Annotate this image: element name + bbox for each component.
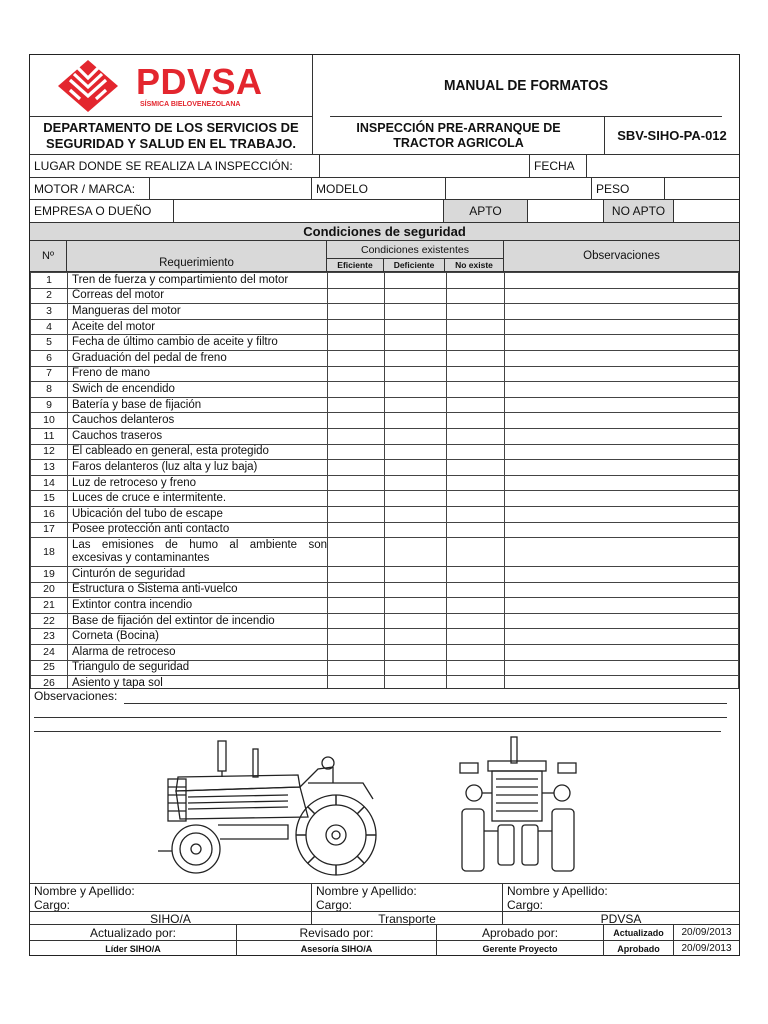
item-no-existe-cell[interactable] (447, 613, 505, 629)
signature-org-2: Transporte (312, 912, 503, 925)
item-observaciones-cell[interactable] (505, 506, 739, 522)
item-observaciones-cell[interactable] (505, 660, 739, 676)
item-no-existe-cell[interactable] (447, 660, 505, 676)
item-no-existe-cell[interactable] (447, 676, 505, 688)
item-observaciones-cell[interactable] (505, 273, 739, 289)
item-deficiente-cell[interactable] (385, 660, 447, 676)
item-no-existe-cell[interactable] (447, 335, 505, 351)
item-number: 24 (31, 645, 68, 661)
table-row (31, 475, 739, 491)
logo-cell (30, 55, 313, 117)
table-row (31, 538, 739, 567)
item-no-existe-cell[interactable] (447, 288, 505, 304)
item-deficiente-cell[interactable] (385, 382, 447, 398)
item-deficiente-cell[interactable] (385, 444, 447, 460)
item-number: 6 (31, 350, 68, 366)
item-no-existe-cell[interactable] (447, 350, 505, 366)
table-row (31, 273, 739, 289)
item-observaciones-cell[interactable] (505, 413, 739, 429)
item-deficiente-cell[interactable] (385, 397, 447, 413)
item-eficiente-cell[interactable] (328, 567, 385, 583)
item-number: 12 (31, 444, 68, 460)
item-requirement: Mangueras del motor (68, 304, 328, 320)
item-deficiente-cell[interactable] (385, 366, 447, 382)
item-deficiente-cell[interactable] (385, 613, 447, 629)
item-no-existe-cell[interactable] (447, 475, 505, 491)
item-deficiente-cell[interactable] (385, 335, 447, 351)
aprobado-por: Aprobado por: (437, 925, 604, 940)
signature-col-1[interactable] (30, 884, 312, 912)
inspection-title: INSPECCIÓN PRE-ARRANQUE DE TRACTOR AGRICOLA (313, 117, 605, 155)
table-row (31, 350, 739, 366)
item-eficiente-cell[interactable] (328, 350, 385, 366)
item-number: 8 (31, 382, 68, 398)
info-row-3 (30, 200, 739, 223)
signature-cargo-label-2: Cargo: (316, 898, 353, 912)
item-deficiente-cell[interactable] (385, 645, 447, 661)
item-deficiente-cell[interactable] (385, 319, 447, 335)
table-row (31, 629, 739, 645)
item-requirement: Fecha de último cambio de aceite y filtro (68, 335, 328, 351)
item-deficiente-cell[interactable] (385, 582, 447, 598)
date-actualizado: 20/09/2013 (681, 927, 732, 938)
signature-col-2[interactable] (312, 884, 503, 912)
col-no-existe-header: No existe (445, 259, 504, 272)
signature-name-label-2: Nombre y Apellido: (316, 884, 417, 898)
item-number: 3 (31, 304, 68, 320)
no-apto-field[interactable] (674, 200, 739, 222)
table-row (31, 660, 739, 676)
item-deficiente-cell[interactable] (385, 350, 447, 366)
item-eficiente-cell[interactable] (328, 645, 385, 661)
item-number: 22 (31, 613, 68, 629)
inspection-form (29, 54, 740, 956)
item-observaciones-cell[interactable] (505, 582, 739, 598)
item-observaciones-cell[interactable] (505, 475, 739, 491)
item-observaciones-cell[interactable] (505, 460, 739, 476)
table-row (31, 382, 739, 398)
item-requirement: Las emisiones de humo al ambiente son excesivas y contaminantes (68, 538, 328, 567)
item-deficiente-cell[interactable] (385, 288, 447, 304)
item-eficiente-cell[interactable] (328, 413, 385, 429)
signature-col-3[interactable] (503, 884, 739, 912)
item-no-existe-cell[interactable] (447, 598, 505, 614)
item-eficiente-cell[interactable] (328, 366, 385, 382)
tractor-side-view-icon (158, 739, 388, 879)
pdvsa-logo-icon (56, 58, 120, 114)
logo-subtext: SÍSMICA BIELOVENEZOLANA (140, 101, 241, 108)
item-observaciones-cell[interactable] (505, 350, 739, 366)
lugar-field[interactable] (320, 155, 530, 177)
table-row (31, 506, 739, 522)
item-requirement: Swich de encendido (68, 382, 328, 398)
table-row (31, 491, 739, 507)
table-row (31, 413, 739, 429)
item-no-existe-cell[interactable] (447, 366, 505, 382)
info-row-2 (30, 178, 739, 200)
item-observaciones-cell[interactable] (505, 444, 739, 460)
item-number: 13 (31, 460, 68, 476)
item-requirement: Correas del motor (68, 288, 328, 304)
asesoria-siho: Asesoría SIHO/A (237, 941, 437, 956)
aprobado-label: Aprobado (604, 941, 674, 956)
item-no-existe-cell[interactable] (447, 304, 505, 320)
item-requirement: Luz de retroceso y freno (68, 475, 328, 491)
item-deficiente-cell[interactable] (385, 538, 447, 567)
item-deficiente-cell[interactable] (385, 491, 447, 507)
no-apto-label: NO APTO (604, 200, 674, 222)
observations-area (30, 688, 739, 883)
item-no-existe-cell[interactable] (447, 444, 505, 460)
footer-row-2 (30, 941, 739, 956)
item-requirement: Estructura o Sistema anti-vuelco (68, 582, 328, 598)
item-observaciones-cell[interactable] (505, 304, 739, 320)
item-requirement: Triangulo de seguridad (68, 660, 328, 676)
item-deficiente-cell[interactable] (385, 676, 447, 688)
item-number: 7 (31, 366, 68, 382)
observations-line-1[interactable] (124, 703, 727, 704)
item-eficiente-cell[interactable] (328, 598, 385, 614)
item-eficiente-cell[interactable] (328, 491, 385, 507)
modelo-label: MODELO (312, 178, 446, 199)
lider-siho: Líder SIHO/A (30, 941, 237, 956)
item-no-existe-cell[interactable] (447, 582, 505, 598)
actualizado-label: Actualizado (604, 925, 674, 940)
conditions-title: Condiciones de seguridad (30, 223, 739, 241)
item-requirement: Asiento y tapa sol (68, 676, 328, 688)
item-requirement: Tren de fuerza y compartimiento del motor (68, 273, 328, 289)
item-observaciones-cell[interactable] (505, 288, 739, 304)
item-requirement: Base de fijación del extintor de incendio (68, 613, 328, 629)
item-observaciones-cell[interactable] (505, 522, 739, 538)
peso-field[interactable] (665, 178, 739, 199)
item-number: 5 (31, 335, 68, 351)
item-number: 25 (31, 660, 68, 676)
table-row (31, 335, 739, 351)
item-observaciones-cell[interactable] (505, 645, 739, 661)
modelo-field[interactable] (446, 178, 592, 199)
item-number: 14 (31, 475, 68, 491)
item-deficiente-cell[interactable] (385, 629, 447, 645)
item-number: 26 (31, 676, 68, 688)
item-eficiente-cell[interactable] (328, 582, 385, 598)
item-eficiente-cell[interactable] (328, 460, 385, 476)
col-deficiente-header: Deficiente (384, 259, 445, 272)
item-requirement: Aceite del motor (68, 319, 328, 335)
item-observaciones-cell[interactable] (505, 428, 739, 444)
item-number: 11 (31, 428, 68, 444)
table-row (31, 304, 739, 320)
item-no-existe-cell[interactable] (447, 273, 505, 289)
item-number: 18 (31, 538, 68, 567)
item-eficiente-cell[interactable] (328, 273, 385, 289)
item-number: 15 (31, 491, 68, 507)
item-eficiente-cell[interactable] (328, 629, 385, 645)
item-no-existe-cell[interactable] (447, 645, 505, 661)
item-no-existe-cell[interactable] (447, 319, 505, 335)
item-no-existe-cell[interactable] (447, 538, 505, 567)
table-row (31, 319, 739, 335)
item-deficiente-cell[interactable] (385, 413, 447, 429)
manual-title: MANUAL DE FORMATOS (330, 55, 722, 117)
item-deficiente-cell[interactable] (385, 273, 447, 289)
table-row (31, 522, 739, 538)
item-observaciones-cell[interactable] (505, 491, 739, 507)
item-eficiente-cell[interactable] (328, 660, 385, 676)
item-requirement: Cinturón de seguridad (68, 567, 328, 583)
item-observaciones-cell[interactable] (505, 613, 739, 629)
empresa-field[interactable] (174, 200, 444, 222)
item-number: 20 (31, 582, 68, 598)
item-requirement: Corneta (Bocina) (68, 629, 328, 645)
logo-text: PDVSA (136, 61, 263, 102)
requirements-table (30, 272, 739, 688)
item-deficiente-cell[interactable] (385, 567, 447, 583)
table-row (31, 366, 739, 382)
item-requirement: Extintor contra incendio (68, 598, 328, 614)
item-no-existe-cell[interactable] (447, 428, 505, 444)
item-observaciones-cell[interactable] (505, 366, 739, 382)
col-obs-header: Observaciones (504, 241, 739, 272)
signature-name-label-3: Nombre y Apellido: (507, 884, 608, 898)
item-no-existe-cell[interactable] (447, 506, 505, 522)
signature-cargo-label-1: Cargo: (34, 898, 71, 912)
lugar-label: LUGAR DONDE SE REALIZA LA INSPECCIÓN: (30, 155, 320, 177)
item-no-existe-cell[interactable] (447, 382, 505, 398)
col-existing-header: Condiciones existentes (327, 241, 504, 259)
requirements-body (31, 273, 739, 689)
item-number: 21 (31, 598, 68, 614)
item-number: 19 (31, 567, 68, 583)
item-observaciones-cell[interactable] (505, 382, 739, 398)
item-no-existe-cell[interactable] (447, 491, 505, 507)
item-requirement: Faros delanteros (luz alta y luz baja) (68, 460, 328, 476)
observations-line-3[interactable] (34, 731, 721, 732)
signature-org-3: PDVSA (600, 911, 642, 926)
item-eficiente-cell[interactable] (328, 475, 385, 491)
info-row-1 (30, 155, 739, 178)
col-eficiente-header: Eficiente (327, 259, 384, 272)
item-requirement: Alarma de retroceso (68, 645, 328, 661)
item-deficiente-cell[interactable] (385, 506, 447, 522)
footer-row-1 (30, 925, 739, 941)
item-number: 17 (31, 522, 68, 538)
table-row (31, 676, 739, 688)
item-number: 23 (31, 629, 68, 645)
item-requirement: Cauchos delanteros (68, 413, 328, 429)
item-no-existe-cell[interactable] (447, 460, 505, 476)
item-eficiente-cell[interactable] (328, 613, 385, 629)
revisado-por: Revisado por: (237, 925, 437, 940)
signature-name-label-1: Nombre y Apellido: (34, 884, 135, 898)
item-requirement: Graduación del pedal de freno (68, 350, 328, 366)
item-deficiente-cell[interactable] (385, 598, 447, 614)
item-observaciones-cell[interactable] (505, 397, 739, 413)
fecha-label: FECHA (530, 155, 587, 177)
tractor-front-view-icon (458, 735, 588, 875)
item-deficiente-cell[interactable] (385, 475, 447, 491)
apto-label: APTO (444, 200, 528, 222)
item-observaciones-cell[interactable] (505, 319, 739, 335)
table-row (31, 460, 739, 476)
gerente-proyecto: Gerente Proyecto (437, 941, 604, 956)
item-number: 1 (31, 273, 68, 289)
col-req-header (67, 241, 327, 272)
table-row (31, 428, 739, 444)
table-row (31, 288, 739, 304)
item-observaciones-cell[interactable] (505, 335, 739, 351)
item-number: 9 (31, 397, 68, 413)
fecha-field[interactable] (587, 155, 739, 177)
item-requirement: Ubicación del tubo de escape (68, 506, 328, 522)
motor-field[interactable] (150, 178, 312, 199)
department-title: DEPARTAMENTO DE LOS SERVICIOS DE SEGURIDAD Y SALUD EN EL TRABAJO. (30, 117, 313, 155)
item-observaciones-cell[interactable] (505, 538, 739, 567)
item-eficiente-cell[interactable] (328, 304, 385, 320)
table-row (31, 397, 739, 413)
item-requirement: Freno de mano (68, 366, 328, 382)
item-no-existe-cell[interactable] (447, 522, 505, 538)
col-req-label: Requerimiento (159, 257, 234, 269)
item-eficiente-cell[interactable] (328, 428, 385, 444)
requirements-table-wrap (30, 272, 739, 688)
signature-orgs-row (30, 911, 739, 925)
observations-line-2[interactable] (34, 717, 727, 718)
item-deficiente-cell[interactable] (385, 522, 447, 538)
col-no-header: Nº (30, 241, 67, 272)
signatures-row (30, 883, 739, 911)
motor-label: MOTOR / MARCA: (30, 178, 150, 199)
item-eficiente-cell[interactable] (328, 538, 385, 567)
item-requirement: Posee protección anti contacto (68, 522, 328, 538)
item-observaciones-cell[interactable] (505, 676, 739, 688)
actualizado-por: Actualizado por: (30, 925, 237, 940)
item-number: 2 (31, 288, 68, 304)
item-eficiente-cell[interactable] (328, 319, 385, 335)
table-row (31, 598, 739, 614)
item-number: 10 (31, 413, 68, 429)
item-deficiente-cell[interactable] (385, 460, 447, 476)
date-aprobado: 20/09/2013 (681, 943, 732, 954)
item-eficiente-cell[interactable] (328, 335, 385, 351)
item-observaciones-cell[interactable] (505, 629, 739, 645)
item-eficiente-cell[interactable] (328, 676, 385, 688)
item-requirement: Luces de cruce e intermitente. (68, 491, 328, 507)
table-row (31, 582, 739, 598)
empresa-label: EMPRESA O DUEÑO (30, 200, 174, 222)
table-row (31, 444, 739, 460)
item-deficiente-cell[interactable] (385, 428, 447, 444)
item-number: 16 (31, 506, 68, 522)
item-requirement: Cauchos traseros (68, 428, 328, 444)
item-requirement: Batería y base de fijación (68, 397, 328, 413)
item-no-existe-cell[interactable] (447, 629, 505, 645)
item-eficiente-cell[interactable] (328, 506, 385, 522)
form-code: SBV-SIHO-PA-012 (605, 117, 739, 155)
item-eficiente-cell[interactable] (328, 382, 385, 398)
item-number: 4 (31, 319, 68, 335)
item-no-existe-cell[interactable] (447, 567, 505, 583)
table-row (31, 613, 739, 629)
signature-org-1: SIHO/A (30, 912, 312, 925)
item-eficiente-cell[interactable] (328, 522, 385, 538)
table-row (31, 567, 739, 583)
item-deficiente-cell[interactable] (385, 304, 447, 320)
observations-label: Observaciones: (34, 689, 118, 703)
item-eficiente-cell[interactable] (328, 444, 385, 460)
peso-label: PESO (592, 178, 665, 199)
signature-cargo-label-3: Cargo: (507, 898, 544, 912)
item-eficiente-cell[interactable] (328, 288, 385, 304)
item-requirement: El cableado en general, esta protegido (68, 444, 328, 460)
item-observaciones-cell[interactable] (505, 598, 739, 614)
item-no-existe-cell[interactable] (447, 397, 505, 413)
item-eficiente-cell[interactable] (328, 397, 385, 413)
apto-field[interactable] (528, 200, 604, 222)
item-no-existe-cell[interactable] (447, 413, 505, 429)
table-row (31, 645, 739, 661)
item-observaciones-cell[interactable] (505, 567, 739, 583)
